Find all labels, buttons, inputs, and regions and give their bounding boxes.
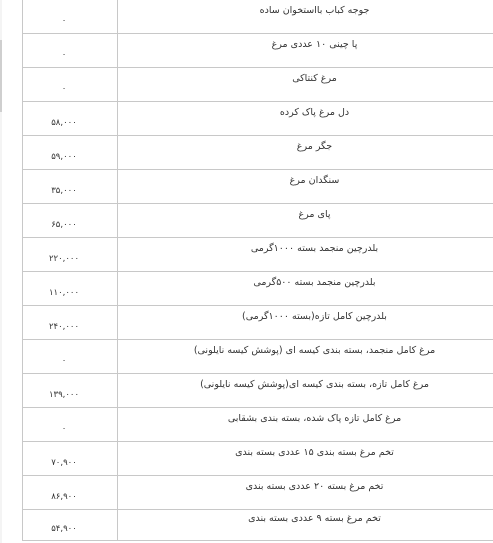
table-row — [23, 374, 493, 408]
table-row — [23, 136, 493, 170]
product-name-cell: سنگدان مرغ — [118, 170, 493, 204]
product-name-cell: مرغ کامل تازه پاک شده، بسته بندی بشقابی — [118, 408, 493, 442]
price-cell: ۰ — [23, 34, 118, 68]
price-cell: ۵۹,۰۰۰ — [23, 136, 118, 170]
product-name-cell: دل مرغ پاک کرده — [118, 102, 493, 136]
product-price-table — [22, 0, 493, 541]
product-name-cell: مرغ کنتاکی — [118, 68, 493, 102]
product-name-cell: تخم مرغ بسته ۲۰ عددی بسته بندی — [118, 476, 493, 510]
table-row — [23, 204, 493, 238]
price-cell: ۱۳۹,۰۰۰ — [23, 374, 118, 408]
price-cell: ۷۰,۹۰۰ — [23, 442, 118, 476]
product-name-cell: بلدرچین منجمد بسته ۱۰۰۰گرمی — [118, 238, 493, 272]
product-name-cell: تخم مرغ بسته بندی ۱۵ عددی بسته بندی — [118, 442, 493, 476]
price-cell: ۱۱۰,۰۰۰ — [23, 272, 118, 306]
price-cell: ۸۶,۹۰۰ — [23, 476, 118, 510]
price-cell: ۲۴۰,۰۰۰ — [23, 306, 118, 340]
table-row — [23, 442, 493, 476]
table-row — [23, 272, 493, 306]
table-row — [23, 102, 493, 136]
price-cell: ۲۲۰,۰۰۰ — [23, 238, 118, 272]
price-cell: ۳۵,۰۰۰ — [23, 170, 118, 204]
table-row — [23, 340, 493, 374]
price-cell: ۵۴,۹۰۰ — [23, 510, 118, 541]
price-cell: ۰ — [23, 408, 118, 442]
table-row — [23, 510, 493, 541]
product-name-cell: بلدرچین کامل تازه(بسته ۱۰۰۰گرمی) — [118, 306, 493, 340]
product-name-cell: جوجه کباب بااستخوان ساده — [118, 0, 493, 34]
product-name-cell: مرغ کامل تازه، بسته بندی کیسه ای(پوشش کیسه نایلونی) — [118, 374, 493, 408]
price-cell: ۶۵,۰۰۰ — [23, 204, 118, 238]
page-left-edge — [0, 0, 2, 543]
product-name-cell: بلدرچین منجمد بسته ۵۰۰گرمی — [118, 272, 493, 306]
table-row — [23, 34, 493, 68]
table-row — [23, 170, 493, 204]
price-cell: ۰ — [23, 68, 118, 102]
table-row — [23, 408, 493, 442]
product-name-cell: پا چینی ۱۰ عددی مرغ — [118, 34, 493, 68]
product-name-cell: جگر مرغ — [118, 136, 493, 170]
table-row — [23, 68, 493, 102]
table-row — [23, 238, 493, 272]
product-name-cell: مرغ کامل منجمد، بسته بندی کیسه ای (پوشش کیسه نایلونی) — [118, 340, 493, 374]
table-row — [23, 0, 493, 34]
price-cell: ۵۸,۰۰۰ — [23, 102, 118, 136]
scroll-indicator — [0, 40, 2, 112]
product-name-cell: پای مرغ — [118, 204, 493, 238]
price-cell: ۰ — [23, 340, 118, 374]
table-row — [23, 306, 493, 340]
table-row — [23, 476, 493, 510]
product-name-cell: تخم مرغ بسته ۹ عددی بسته بندی — [118, 510, 493, 541]
price-cell: ۰ — [23, 0, 118, 34]
